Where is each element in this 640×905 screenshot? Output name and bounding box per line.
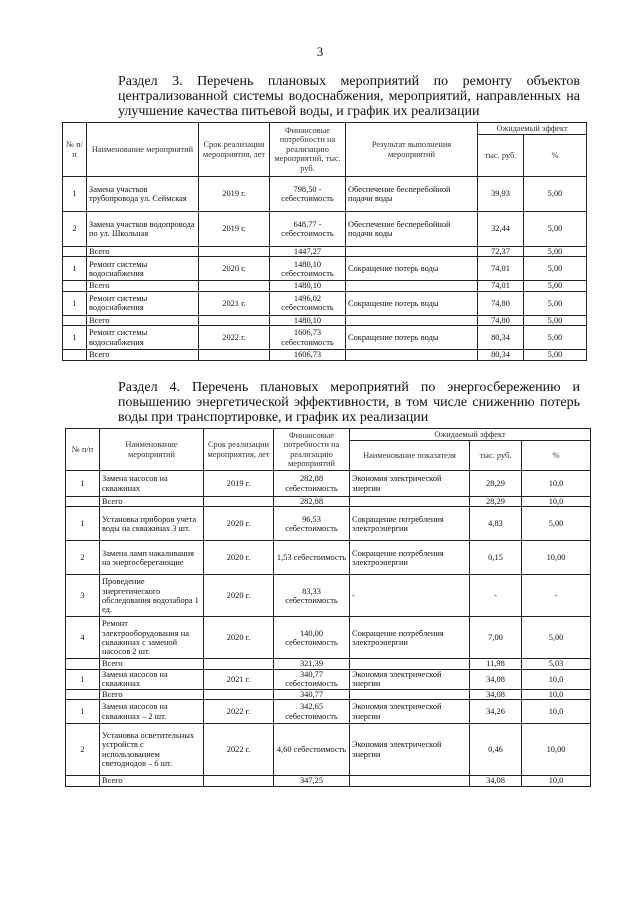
- measure-name: Ремонт электрооборудования на скважинах с заменой насосов 2 шт.: [100, 617, 204, 659]
- row-number: [63, 350, 87, 360]
- table-row: [66, 507, 591, 541]
- table-row: [66, 575, 591, 617]
- effect-rub: 11,98: [470, 659, 522, 669]
- effect-pct: 10,0: [522, 689, 591, 699]
- header-effect-pct: %: [522, 441, 591, 471]
- header-finance: Финансовые потребности на реализацию мероприятий, тыс. руб.: [270, 123, 346, 177]
- result-cell: Сокращение потерь воды: [346, 326, 478, 350]
- table-row: [63, 212, 587, 247]
- row-number: 3: [66, 575, 100, 617]
- measure-name: Установка осветительных устройств с использованием светодиодов – 6 шт.: [100, 724, 204, 776]
- effect-rub: 74,01: [478, 257, 524, 281]
- term-cell: [199, 350, 270, 360]
- term-cell: 2022 г.: [199, 326, 270, 350]
- effect-pct: 5,00: [522, 617, 591, 659]
- effect-rub: 32,44: [478, 212, 524, 247]
- total-label: Всего: [87, 350, 199, 360]
- measure-name: Замена насосов на скважинах: [100, 471, 204, 497]
- effect-pct: -: [522, 575, 591, 617]
- indicator-cell: Сокращение потребления электроэнергии: [350, 507, 470, 541]
- term-cell: 2020 г.: [204, 617, 274, 659]
- result-cell: Обеспечение бесперебойной подачи воды: [346, 177, 478, 212]
- finance-cell: 83,33 себестоимость: [274, 575, 350, 617]
- result-cell: [346, 281, 478, 291]
- measure-name: Проведение энергетического обследования водозабора 1 ед.: [100, 575, 204, 617]
- effect-rub: 34,26: [470, 700, 522, 724]
- effect-pct: 5,00: [524, 212, 587, 247]
- effect-pct: 10,00: [522, 724, 591, 776]
- result-cell: Обеспечение бесперебойной подачи воды: [346, 212, 478, 247]
- finance-cell: 282,88 себестоимость: [274, 471, 350, 497]
- table-row: [63, 177, 587, 212]
- total-label: Всего: [100, 497, 204, 507]
- term-cell: 2020 г.: [204, 507, 274, 541]
- effect-rub: 4,83: [470, 507, 522, 541]
- row-number: 1: [63, 177, 87, 212]
- measure-name: Ремонт системы водоснабжения: [87, 326, 199, 350]
- effect-rub: 74,80: [478, 315, 524, 325]
- effect-pct: 5,00: [524, 315, 587, 325]
- table-row: [66, 617, 591, 659]
- effect-rub: 28,29: [470, 497, 522, 507]
- header-finance: Финансовые потребности на реализацию мероприятий: [274, 429, 350, 471]
- indicator-cell: [350, 689, 470, 699]
- finance-cell: 1,53 себестоимость: [274, 541, 350, 575]
- effect-rub: 80,34: [478, 326, 524, 350]
- indicator-cell: [350, 776, 470, 786]
- effect-rub: 74,01: [478, 281, 524, 291]
- effect-rub: 74,80: [478, 291, 524, 315]
- effect-pct: 10,0: [522, 700, 591, 724]
- term-cell: [199, 247, 270, 257]
- term-cell: 2019 г.: [199, 212, 270, 247]
- finance-cell: 648,77 - себестоимость: [270, 212, 346, 247]
- result-cell: [346, 315, 478, 325]
- header-effect-indicator: Наименование показателя: [350, 441, 470, 471]
- total-label: Всего: [87, 281, 199, 291]
- section3-title: Раздел 3. Перечень плановых мероприятий по ремонту объектов централизованной системы водоснабжения, мероприятий, направленных на улучшение качества питьевой воды, и график их реализации: [118, 74, 580, 119]
- effect-rub: 72,37: [478, 247, 524, 257]
- finance-cell: 1496,02 себестоимость: [270, 291, 346, 315]
- indicator-cell: Экономия электрической энергии: [350, 471, 470, 497]
- row-number: [63, 281, 87, 291]
- effect-pct: 5,00: [524, 177, 587, 212]
- effect-pct: 5,00: [524, 326, 587, 350]
- section3-body: [63, 177, 587, 361]
- header-term: Срок реализации мероприятия, лет: [199, 123, 270, 177]
- term-cell: [204, 689, 274, 699]
- header-num: № п/п: [66, 429, 100, 471]
- row-number: 1: [66, 700, 100, 724]
- term-cell: 2021 г.: [199, 291, 270, 315]
- table-row: [66, 724, 591, 776]
- effect-pct: 5,00: [524, 281, 587, 291]
- effect-pct: 10,0: [522, 669, 591, 689]
- section4-body: [66, 471, 591, 787]
- term-cell: 2020 г.: [199, 257, 270, 281]
- measure-name: Замена участков трубопровода ул. Сеймская: [87, 177, 199, 212]
- total-row: [63, 315, 587, 325]
- effect-pct: 5,00: [524, 291, 587, 315]
- effect-pct: 5,03: [522, 659, 591, 669]
- total-row: [63, 247, 587, 257]
- effect-rub: 0,15: [470, 541, 522, 575]
- row-number: 1: [66, 507, 100, 541]
- header-num: № п/ п: [63, 123, 87, 177]
- total-label: Всего: [100, 776, 204, 786]
- finance-cell: 96,53 себестоимость: [274, 507, 350, 541]
- finance-total: 1447,27: [270, 247, 346, 257]
- table-row: [63, 291, 587, 315]
- header-name: Наименование мероприятий: [87, 123, 199, 177]
- finance-cell: 798,50 - себестоимость: [270, 177, 346, 212]
- term-cell: 2022 г.: [204, 700, 274, 724]
- section3-table: [62, 122, 587, 361]
- finance-cell: 1606,73 себестоимость: [270, 326, 346, 350]
- effect-pct: 10,0: [522, 776, 591, 786]
- finance-total: 347,25: [274, 776, 350, 786]
- effect-rub: 80,34: [478, 350, 524, 360]
- finance-total: 1606,73: [270, 350, 346, 360]
- total-label: Всего: [100, 659, 204, 669]
- term-cell: [204, 776, 274, 786]
- term-cell: 2021 г.: [204, 669, 274, 689]
- finance-total: 321,39: [274, 659, 350, 669]
- header-term: Срок реализации мероприятия, лет: [204, 429, 274, 471]
- row-number: 1: [66, 471, 100, 497]
- finance-total: 1480,10: [270, 315, 346, 325]
- table-row: [63, 257, 587, 281]
- measure-name: Замена насосов на скважинах – 2 шт.: [100, 700, 204, 724]
- page-number: 3: [316, 44, 324, 59]
- effect-rub: 34,08: [470, 776, 522, 786]
- term-cell: 2019 г.: [199, 177, 270, 212]
- term-cell: 2020 г.: [204, 541, 274, 575]
- effect-pct: 10,0: [522, 497, 591, 507]
- effect-pct: 5,00: [524, 257, 587, 281]
- row-number: [63, 315, 87, 325]
- row-number: 4: [66, 617, 100, 659]
- indicator-cell: Сокращение потребления электроэнергии: [350, 541, 470, 575]
- finance-cell: 1480,10 себестоимость: [270, 257, 346, 281]
- finance-cell: 340,77 себестоимость: [274, 669, 350, 689]
- term-cell: 2022 г.: [204, 724, 274, 776]
- table-row: [66, 700, 591, 724]
- indicator-cell: [350, 659, 470, 669]
- row-number: 1: [63, 326, 87, 350]
- section4-title: Раздел 4. Перечень плановых мероприятий по энергосбережению и повышению энергетической эффективности, в том числе снижению потерь воды при транспортировке, и график их реализации: [118, 380, 580, 425]
- row-number: 1: [63, 257, 87, 281]
- measure-name: Ремонт системы водоснабжения: [87, 257, 199, 281]
- row-number: [66, 497, 100, 507]
- row-number: 1: [63, 291, 87, 315]
- header-effect-rub: тыс. руб.: [478, 135, 524, 177]
- total-row: [63, 350, 587, 360]
- total-row: [66, 689, 591, 699]
- indicator-cell: Экономия электрической энергии: [350, 669, 470, 689]
- measure-name: Замена участков водопровода по ул. Школьная: [87, 212, 199, 247]
- finance-total: 282,88: [274, 497, 350, 507]
- header-result: Результат выполнения мероприятий: [346, 123, 478, 177]
- finance-total: 1480,10: [270, 281, 346, 291]
- table-row: [63, 326, 587, 350]
- table-row: [66, 471, 591, 497]
- total-label: Всего: [87, 247, 199, 257]
- row-number: 2: [66, 724, 100, 776]
- total-row: [66, 497, 591, 507]
- term-cell: 2019 г.: [204, 471, 274, 497]
- total-row: [66, 776, 591, 786]
- row-number: [66, 659, 100, 669]
- measure-name: Замена ламп накаливания на энергосберегающие: [100, 541, 204, 575]
- effect-rub: -: [470, 575, 522, 617]
- effect-pct: 10,00: [522, 541, 591, 575]
- total-label: Всего: [87, 315, 199, 325]
- indicator-cell: -: [350, 575, 470, 617]
- row-number: 2: [66, 541, 100, 575]
- effect-rub: 28,29: [470, 471, 522, 497]
- measure-name: Замена насосов на скважинах: [100, 669, 204, 689]
- indicator-cell: Сокращение потребления электроэнергии: [350, 617, 470, 659]
- header-name: Наименование мероприятий: [100, 429, 204, 471]
- term-cell: [204, 497, 274, 507]
- term-cell: [204, 659, 274, 669]
- total-row: [63, 281, 587, 291]
- header-effect: Ожидаемый эффект: [350, 429, 591, 441]
- term-cell: 2020 г.: [204, 575, 274, 617]
- result-cell: Сокращение потерь воды: [346, 257, 478, 281]
- effect-pct: 5,00: [524, 350, 587, 360]
- effect-pct: 5,00: [522, 507, 591, 541]
- effect-pct: 5,00: [524, 247, 587, 257]
- finance-total: 340,77: [274, 689, 350, 699]
- indicator-cell: Экономия электрической энергии: [350, 700, 470, 724]
- table-row: [66, 541, 591, 575]
- indicator-cell: [350, 497, 470, 507]
- section4-table: [65, 428, 591, 787]
- total-label: Всего: [100, 689, 204, 699]
- effect-rub: 7,00: [470, 617, 522, 659]
- row-number: [66, 689, 100, 699]
- effect-pct: 10,0: [522, 471, 591, 497]
- indicator-cell: Экономия электрической энергии: [350, 724, 470, 776]
- term-cell: [199, 315, 270, 325]
- finance-cell: 342,65 себестоимость: [274, 700, 350, 724]
- row-number: [66, 776, 100, 786]
- header-effect-pct: %: [524, 135, 587, 177]
- row-number: 1: [66, 669, 100, 689]
- result-cell: [346, 247, 478, 257]
- row-number: [63, 247, 87, 257]
- measure-name: Ремонт системы водоснабжения: [87, 291, 199, 315]
- effect-rub: 39,93: [478, 177, 524, 212]
- effect-rub: 0,46: [470, 724, 522, 776]
- term-cell: [199, 281, 270, 291]
- effect-rub: 34,08: [470, 689, 522, 699]
- result-cell: Сокращение потерь воды: [346, 291, 478, 315]
- header-effect: Ожидаемый эффект: [478, 123, 587, 135]
- result-cell: [346, 350, 478, 360]
- finance-cell: 4,60 себестоимость: [274, 724, 350, 776]
- effect-rub: 34,08: [470, 669, 522, 689]
- measure-name: Установка приборов учета воды на скважинах 3 шт.: [100, 507, 204, 541]
- finance-cell: 140,00 себестоимость: [274, 617, 350, 659]
- table-row: [66, 669, 591, 689]
- header-effect-rub: тыс. руб.: [470, 441, 522, 471]
- total-row: [66, 659, 591, 669]
- row-number: 2: [63, 212, 87, 247]
